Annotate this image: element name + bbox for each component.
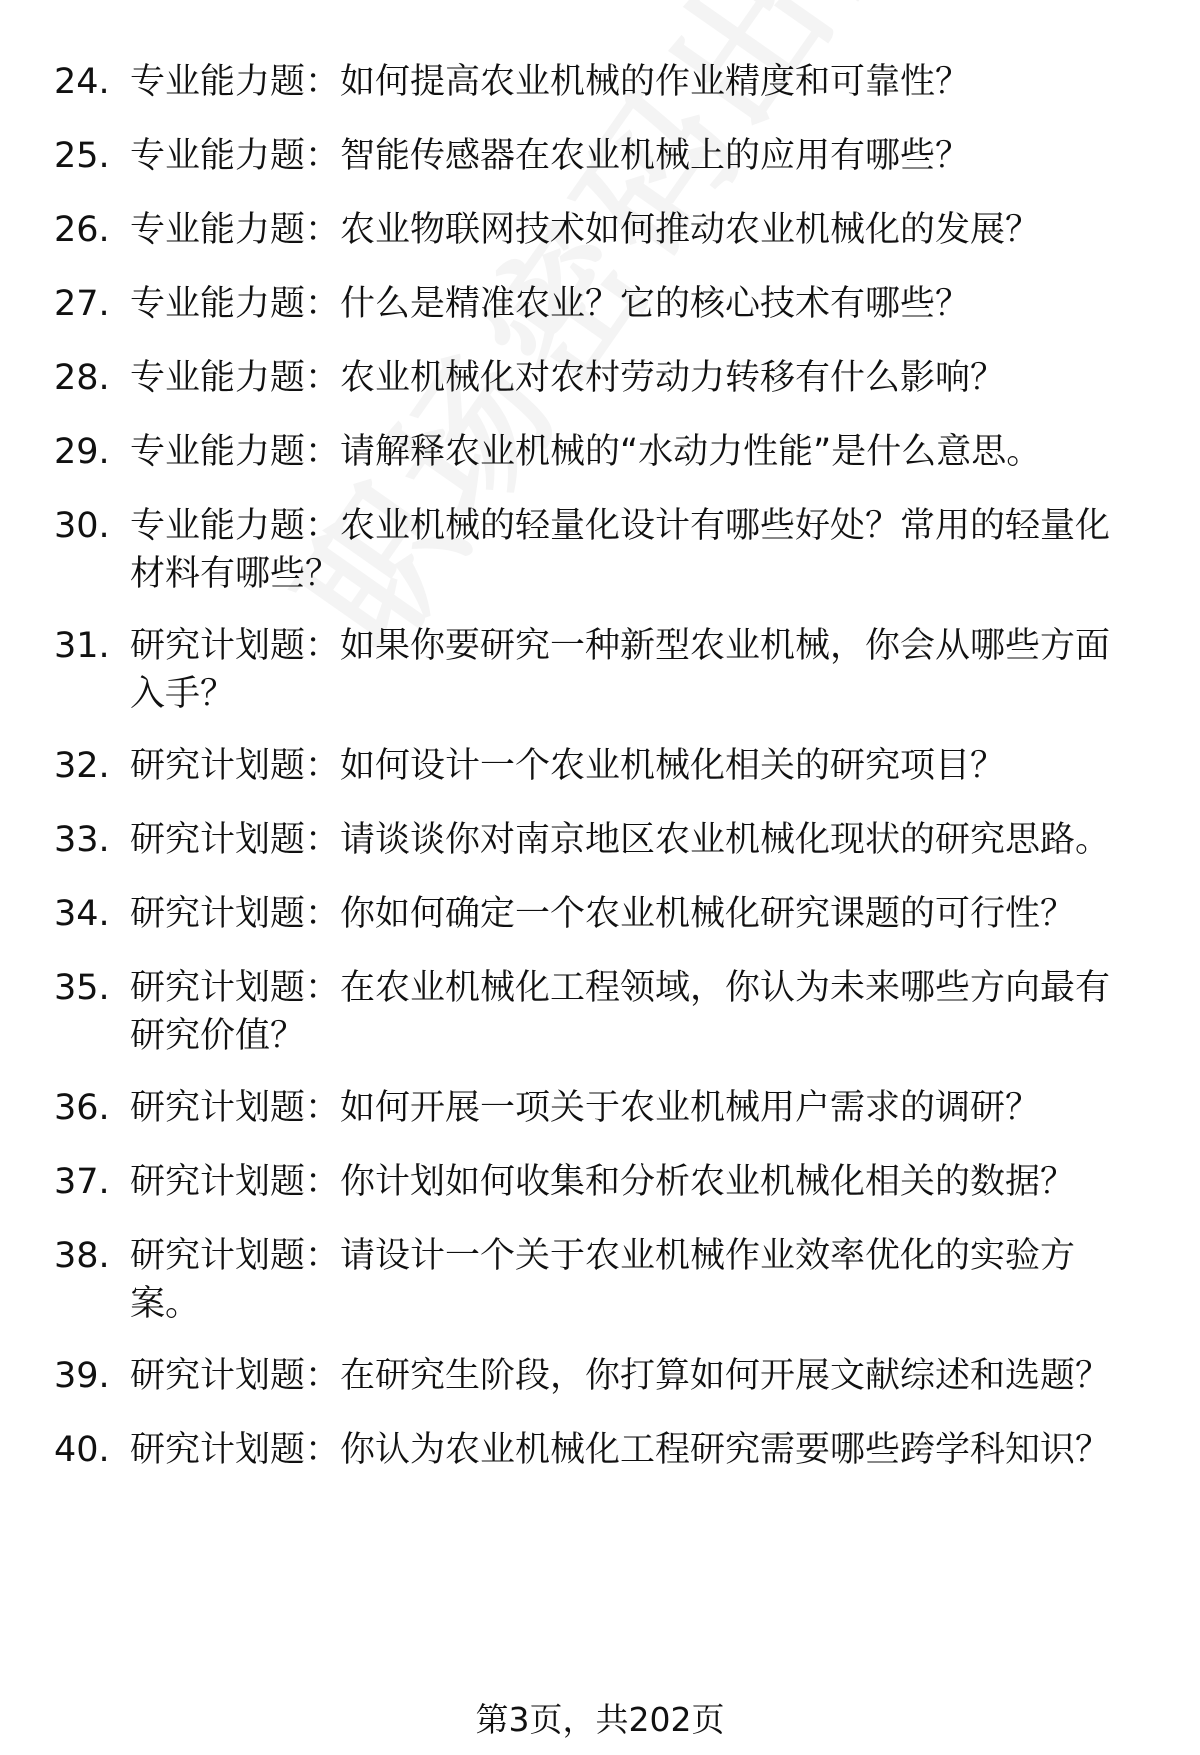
question-category: 研究计划题：	[130, 894, 341, 934]
question-category: 研究计划题：	[130, 1162, 341, 1202]
question-category: 研究计划题：	[130, 1236, 341, 1276]
question-text: 农业机械的轻量化设计有哪些好处？常用的轻量化材料有哪些？	[130, 506, 1111, 594]
question-category: 研究计划题：	[130, 1088, 341, 1128]
question-text: 农业机械化对农村劳动力转移有什么影响？	[340, 358, 1006, 398]
question-item	[54, 1426, 1144, 1474]
question-text: 智能传感器在农业机械上的应用有哪些？	[340, 136, 971, 176]
question-item	[54, 890, 1144, 938]
question-number: 37.	[54, 1162, 110, 1202]
question-category: 研究计划题：	[130, 820, 341, 860]
question-item	[54, 1158, 1144, 1206]
question-text: 请设计一个关于农业机械作业效率优化的实验方案。	[130, 1236, 1076, 1324]
question-category: 专业能力题：	[130, 136, 341, 176]
question-category: 研究计划题：	[130, 1430, 341, 1470]
question-text: 你如何确定一个农业机械化研究课题的可行性？	[340, 894, 1076, 934]
question-text: 请谈谈你对南京地区农业机械化现状的研究思路。	[340, 820, 1111, 860]
question-item	[54, 502, 1144, 598]
question-number: 39.	[54, 1356, 110, 1396]
question-text: 如何设计一个农业机械化相关的研究项目？	[340, 746, 1006, 786]
question-number: 31.	[54, 626, 110, 666]
question-category: 专业能力题：	[130, 62, 341, 102]
question-category: 研究计划题：	[130, 968, 341, 1008]
question-item	[54, 206, 1144, 254]
question-category: 研究计划题：	[130, 626, 341, 666]
question-item	[54, 280, 1144, 328]
question-item	[54, 58, 1144, 106]
question-number: 27.	[54, 284, 110, 324]
question-number: 33.	[54, 820, 110, 860]
question-item	[54, 1352, 1144, 1400]
question-item	[54, 964, 1144, 1060]
question-number: 30.	[54, 506, 110, 546]
question-category: 专业能力题：	[130, 284, 341, 324]
question-item	[54, 1084, 1144, 1132]
question-number: 25.	[54, 136, 110, 176]
question-text: 什么是精准农业？它的核心技术有哪些？	[340, 284, 971, 324]
question-number: 34.	[54, 894, 110, 934]
question-category: 研究计划题：	[130, 746, 341, 786]
question-text: 你计划如何收集和分析农业机械化相关的数据？	[340, 1162, 1076, 1202]
page-footer: 第3页，共202页	[475, 1700, 725, 1739]
question-number: 38.	[54, 1236, 110, 1276]
question-text: 如何提高农业机械的作业精度和可靠性？	[340, 62, 971, 102]
question-category: 专业能力题：	[130, 432, 341, 472]
question-item	[54, 428, 1144, 476]
question-number: 35.	[54, 968, 110, 1008]
question-number: 36.	[54, 1088, 110, 1128]
question-item	[54, 622, 1144, 718]
question-text: 请解释农业机械的“水动力性能”是什么意思。	[340, 432, 1042, 472]
question-text: 如果你要研究一种新型农业机械，你会从哪些方面入手？	[130, 626, 1111, 714]
question-number: 32.	[54, 746, 110, 786]
question-item	[54, 132, 1144, 180]
question-item	[54, 354, 1144, 402]
question-text: 你认为农业机械化工程研究需要哪些跨学科知识？	[340, 1430, 1111, 1470]
question-number: 29.	[54, 432, 110, 472]
question-category: 专业能力题：	[130, 506, 341, 546]
question-text: 如何开展一项关于农业机械用户需求的调研？	[340, 1088, 1041, 1128]
question-category: 专业能力题：	[130, 358, 341, 398]
question-number: 28.	[54, 358, 110, 398]
question-text: 农业物联网技术如何推动农业机械化的发展？	[340, 210, 1041, 250]
question-text: 在农业机械化工程领域，你认为未来哪些方向最有研究价值？	[130, 968, 1111, 1056]
question-category: 研究计划题：	[130, 1356, 341, 1396]
question-number: 26.	[54, 210, 110, 250]
question-item	[54, 816, 1144, 864]
question-text: 在研究生阶段，你打算如何开展文献综述和选题？	[340, 1356, 1111, 1396]
question-number: 40.	[54, 1430, 110, 1470]
question-item	[54, 1232, 1144, 1328]
question-number: 24.	[54, 62, 110, 102]
question-item	[54, 742, 1144, 790]
question-category: 专业能力题：	[130, 210, 341, 250]
